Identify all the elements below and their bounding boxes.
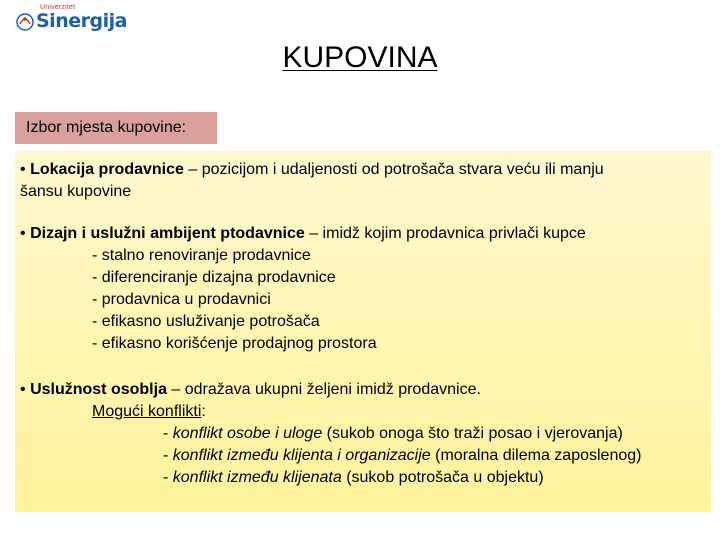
list-item: - diferenciranje dizajna prodavnice (92, 269, 336, 286)
bullet: • (20, 161, 26, 178)
list-item: - stalno renoviranje prodavnice (92, 247, 311, 264)
conflict-explain: (moralna dilema zaposlenog) (430, 447, 642, 464)
section-design (20, 223, 707, 245)
section-location (20, 159, 707, 181)
page-title-text: KUPOVINA (282, 41, 438, 74)
list-item: - efikasno usluživanje potrošača (92, 313, 320, 330)
location-text-2: šansu kupovine (20, 183, 132, 200)
section-staff (20, 379, 707, 401)
staff-text: – odražava ukupni željeni imidž prodavnice. (166, 381, 481, 398)
conflict-prefix: - (163, 425, 173, 442)
conflict-term: konflikt između klijenta i organizacije (172, 447, 431, 464)
logo-emblem-icon (14, 12, 36, 32)
location-heading: Lokacija prodavnice (30, 161, 184, 178)
subtitle-box (15, 112, 217, 144)
conflict-item (20, 445, 707, 467)
conflict-term: konflikt osobe i uloge (172, 425, 323, 442)
conflict-explain: (sukob potrošača u objektu) (341, 469, 544, 486)
design-text: – imidž kojim prodavnica privlači kupce (304, 225, 586, 242)
logo-superscript: Univerzitet (40, 4, 76, 11)
list-item: - prodavnica u prodavnici (92, 291, 271, 308)
conflict-item (20, 467, 707, 489)
conflict-term: konflikt između klijenata (172, 469, 342, 486)
staff-heading: Uslužnost osoblja (30, 381, 167, 398)
design-heading: Dizajn i uslužni ambijent ptodavnice (30, 225, 305, 242)
page-title (0, 41, 720, 75)
conflicts-label: Mogući konflikti (92, 403, 202, 420)
location-text: pozicijom i udaljenosti od potrošača stvara veću ili manju (201, 161, 604, 178)
bullet: • (20, 225, 26, 242)
conflicts-label-line (20, 401, 707, 423)
list-item: - efikasno korišćenje prodajnog prostora (92, 335, 377, 352)
conflict-item (20, 423, 707, 445)
university-logo (8, 4, 127, 34)
location-dash: – (183, 161, 202, 178)
conflicts-colon: : (201, 403, 206, 420)
conflict-prefix: - (163, 447, 173, 464)
bullet: • (20, 381, 26, 398)
conflict-prefix: - (163, 469, 173, 486)
logo-name: Sinergija (36, 10, 127, 32)
section-location-cont (20, 181, 707, 203)
content-panel (15, 151, 711, 512)
conflict-explain: (sukob onoga što traži posao i vjerovanja) (322, 425, 623, 442)
subtitle-text: Izbor mjesta kupovine: (26, 119, 187, 136)
